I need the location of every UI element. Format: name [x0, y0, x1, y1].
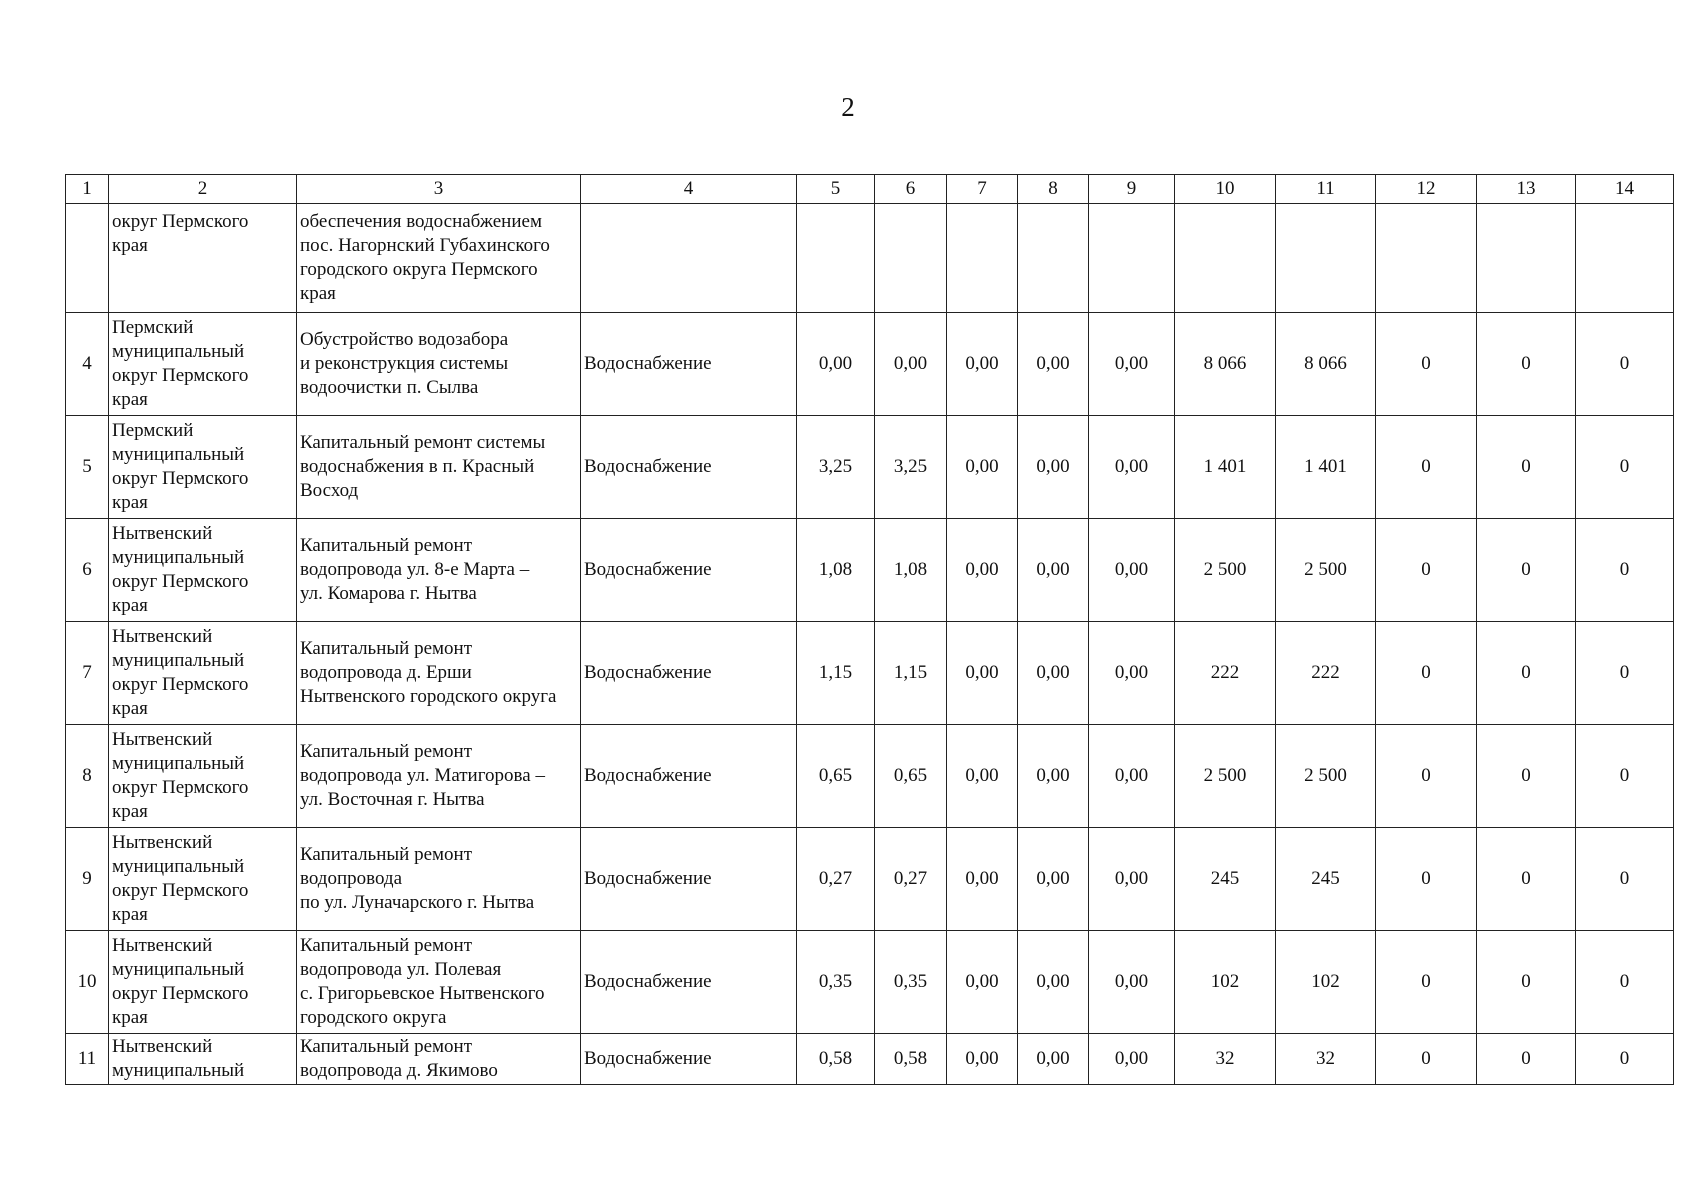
cell-col-11: 32 — [1276, 1034, 1376, 1085]
cell-num: 8 — [66, 725, 109, 828]
cell-col-5: 0,00 — [797, 313, 875, 416]
cell-col-11: 2 500 — [1276, 519, 1376, 622]
cell-col-9: 0,00 — [1089, 725, 1175, 828]
cell-empty — [947, 204, 1018, 313]
column-header-11: 11 — [1276, 175, 1376, 204]
cell-empty — [581, 204, 797, 313]
cell-col-14: 0 — [1576, 725, 1674, 828]
cell-col-7: 0,00 — [947, 416, 1018, 519]
column-header-9: 9 — [1089, 175, 1175, 204]
cell-empty — [1576, 204, 1674, 313]
cell-col-8: 0,00 — [1018, 828, 1089, 931]
cell-category: Водоснабжение — [581, 828, 797, 931]
table-row-continuation — [66, 204, 1674, 313]
cell-empty — [1276, 204, 1376, 313]
cell-col-9: 0,00 — [1089, 1034, 1175, 1085]
cell-col-5: 0,65 — [797, 725, 875, 828]
cell-col-8: 0,00 — [1018, 931, 1089, 1034]
cell-col-14: 0 — [1576, 519, 1674, 622]
cell-col-12: 0 — [1376, 519, 1477, 622]
cell-col-6: 0,65 — [875, 725, 947, 828]
page-number: 2 — [841, 92, 855, 122]
cell-municipality: Нытвенский муниципальный округ Пермского края — [109, 725, 297, 828]
cell-col-5: 0,27 — [797, 828, 875, 931]
cell-col-8: 0,00 — [1018, 622, 1089, 725]
cell-empty — [1376, 204, 1477, 313]
cell-col-13: 0 — [1477, 1034, 1576, 1085]
cell-empty — [1477, 204, 1576, 313]
cell-num: 6 — [66, 519, 109, 622]
cell-num: 4 — [66, 313, 109, 416]
column-header-1: 1 — [66, 175, 109, 204]
cell-col-5: 3,25 — [797, 416, 875, 519]
cell-col-12: 0 — [1376, 1034, 1477, 1085]
cell-col-6: 1,08 — [875, 519, 947, 622]
cell-col-9: 0,00 — [1089, 313, 1175, 416]
cell-col-5: 0,35 — [797, 931, 875, 1034]
cell-num: 7 — [66, 622, 109, 725]
cell-col-6: 1,15 — [875, 622, 947, 725]
cell-category: Водоснабжение — [581, 519, 797, 622]
cell-col-14: 0 — [1576, 416, 1674, 519]
cell-num: 11 — [66, 1034, 109, 1085]
cell-col-8: 0,00 — [1018, 519, 1089, 622]
cell-col-10: 102 — [1175, 931, 1276, 1034]
column-header-2: 2 — [109, 175, 297, 204]
cell-object: Обустройство водозабора и реконструкция системы водоочистки п. Сылва — [297, 313, 581, 416]
cell-col-10: 2 500 — [1175, 725, 1276, 828]
cell-col-5: 1,08 — [797, 519, 875, 622]
header-row — [66, 175, 1674, 204]
cell-object: Капитальный ремонт водопровода ул. 8-е Марта – ул. Комарова г. Нытва — [297, 519, 581, 622]
column-header-3: 3 — [297, 175, 581, 204]
cell-object: Капитальный ремонт водопровода ул. Полевая с. Григорьевское Нытвенского городского округа — [297, 931, 581, 1034]
cell-col-13: 0 — [1477, 931, 1576, 1034]
cell-num — [66, 204, 109, 313]
cell-col-10: 222 — [1175, 622, 1276, 725]
cell-col-13: 0 — [1477, 622, 1576, 725]
cell-col-12: 0 — [1376, 931, 1477, 1034]
cell-col-5: 0,58 — [797, 1034, 875, 1085]
cell-category: Водоснабжение — [581, 1034, 797, 1085]
cell-col-8: 0,00 — [1018, 1034, 1089, 1085]
cell-col-8: 0,00 — [1018, 725, 1089, 828]
cell-municipality: Нытвенский муниципальный округ Пермского края — [109, 622, 297, 725]
cell-category: Водоснабжение — [581, 622, 797, 725]
cell-col-12: 0 — [1376, 828, 1477, 931]
cell-object: Капитальный ремонт водопровода по ул. Луначарского г. Нытва — [297, 828, 581, 931]
cell-category: Водоснабжение — [581, 725, 797, 828]
table-row — [66, 931, 1674, 1034]
cell-col-10: 2 500 — [1175, 519, 1276, 622]
cell-empty — [797, 204, 875, 313]
cell-col-7: 0,00 — [947, 313, 1018, 416]
cell-col-11: 102 — [1276, 931, 1376, 1034]
cell-col-12: 0 — [1376, 313, 1477, 416]
cell-municipality: округ Пермского края — [109, 204, 297, 313]
column-header-5: 5 — [797, 175, 875, 204]
cell-col-6: 0,58 — [875, 1034, 947, 1085]
table-row — [66, 725, 1674, 828]
cell-num: 5 — [66, 416, 109, 519]
cell-col-11: 222 — [1276, 622, 1376, 725]
cell-col-11: 8 066 — [1276, 313, 1376, 416]
table-row — [66, 622, 1674, 725]
cell-municipality: Пермский муниципальный округ Пермского края — [109, 416, 297, 519]
cell-col-13: 0 — [1477, 313, 1576, 416]
table-row — [66, 828, 1674, 931]
cell-col-6: 0,35 — [875, 931, 947, 1034]
cell-col-6: 3,25 — [875, 416, 947, 519]
cell-object: Капитальный ремонт водопровода ул. Матигорова – ул. Восточная г. Нытва — [297, 725, 581, 828]
cell-col-14: 0 — [1576, 622, 1674, 725]
cell-empty — [1089, 204, 1175, 313]
column-header-8: 8 — [1018, 175, 1089, 204]
cell-col-14: 0 — [1576, 313, 1674, 416]
table-row — [66, 313, 1674, 416]
cell-col-10: 32 — [1175, 1034, 1276, 1085]
cell-col-14: 0 — [1576, 931, 1674, 1034]
cell-municipality: Нытвенский муниципальный округ Пермского края — [109, 519, 297, 622]
cell-col-7: 0,00 — [947, 828, 1018, 931]
cell-object: Капитальный ремонт системы водоснабжения в п. Красный Восход — [297, 416, 581, 519]
cell-col-8: 0,00 — [1018, 313, 1089, 416]
column-header-14: 14 — [1576, 175, 1674, 204]
column-header-4: 4 — [581, 175, 797, 204]
cell-col-7: 0,00 — [947, 1034, 1018, 1085]
data-table — [65, 174, 1674, 1085]
cell-col-12: 0 — [1376, 725, 1477, 828]
cell-municipality: Нытвенский муниципальный округ Пермского края — [109, 931, 297, 1034]
cell-col-9: 0,00 — [1089, 519, 1175, 622]
cell-object: Капитальный ремонт водопровода д. Ерши Нытвенского городского округа — [297, 622, 581, 725]
cell-num: 9 — [66, 828, 109, 931]
column-header-12: 12 — [1376, 175, 1477, 204]
cell-empty — [1175, 204, 1276, 313]
cell-object: Капитальный ремонт водопровода д. Якимово — [297, 1034, 581, 1085]
cell-col-13: 0 — [1477, 828, 1576, 931]
cell-num: 10 — [66, 931, 109, 1034]
cell-category: Водоснабжение — [581, 313, 797, 416]
cell-col-14: 0 — [1576, 1034, 1674, 1085]
column-header-13: 13 — [1477, 175, 1576, 204]
cell-col-7: 0,00 — [947, 519, 1018, 622]
cell-col-10: 1 401 — [1175, 416, 1276, 519]
cell-col-11: 245 — [1276, 828, 1376, 931]
table-row — [66, 519, 1674, 622]
cell-col-11: 2 500 — [1276, 725, 1376, 828]
cell-empty — [1018, 204, 1089, 313]
column-header-10: 10 — [1175, 175, 1276, 204]
cell-col-9: 0,00 — [1089, 622, 1175, 725]
cell-category: Водоснабжение — [581, 931, 797, 1034]
cell-col-12: 0 — [1376, 622, 1477, 725]
cell-object: обеспечения водоснабжением пос. Нагорнский Губахинского городского округа Пермского края — [297, 204, 581, 313]
cell-col-10: 8 066 — [1175, 313, 1276, 416]
cell-col-8: 0,00 — [1018, 416, 1089, 519]
table-row — [66, 416, 1674, 519]
cell-col-10: 245 — [1175, 828, 1276, 931]
cell-col-13: 0 — [1477, 725, 1576, 828]
cell-municipality: Пермский муниципальный округ Пермского края — [109, 313, 297, 416]
cell-col-12: 0 — [1376, 416, 1477, 519]
column-header-7: 7 — [947, 175, 1018, 204]
cell-col-11: 1 401 — [1276, 416, 1376, 519]
cell-col-9: 0,00 — [1089, 931, 1175, 1034]
cell-col-9: 0,00 — [1089, 416, 1175, 519]
cell-col-6: 0,27 — [875, 828, 947, 931]
cell-col-7: 0,00 — [947, 931, 1018, 1034]
cell-category: Водоснабжение — [581, 416, 797, 519]
cell-col-7: 0,00 — [947, 622, 1018, 725]
table-row — [66, 1034, 1674, 1085]
cell-empty — [875, 204, 947, 313]
cell-col-6: 0,00 — [875, 313, 947, 416]
column-header-6: 6 — [875, 175, 947, 204]
cell-col-13: 0 — [1477, 519, 1576, 622]
cell-municipality: Нытвенский муниципальный округ Пермского края — [109, 828, 297, 931]
cell-col-14: 0 — [1576, 828, 1674, 931]
cell-col-13: 0 — [1477, 416, 1576, 519]
cell-col-9: 0,00 — [1089, 828, 1175, 931]
cell-municipality: Нытвенский муниципальный — [109, 1034, 297, 1085]
cell-col-5: 1,15 — [797, 622, 875, 725]
cell-col-7: 0,00 — [947, 725, 1018, 828]
